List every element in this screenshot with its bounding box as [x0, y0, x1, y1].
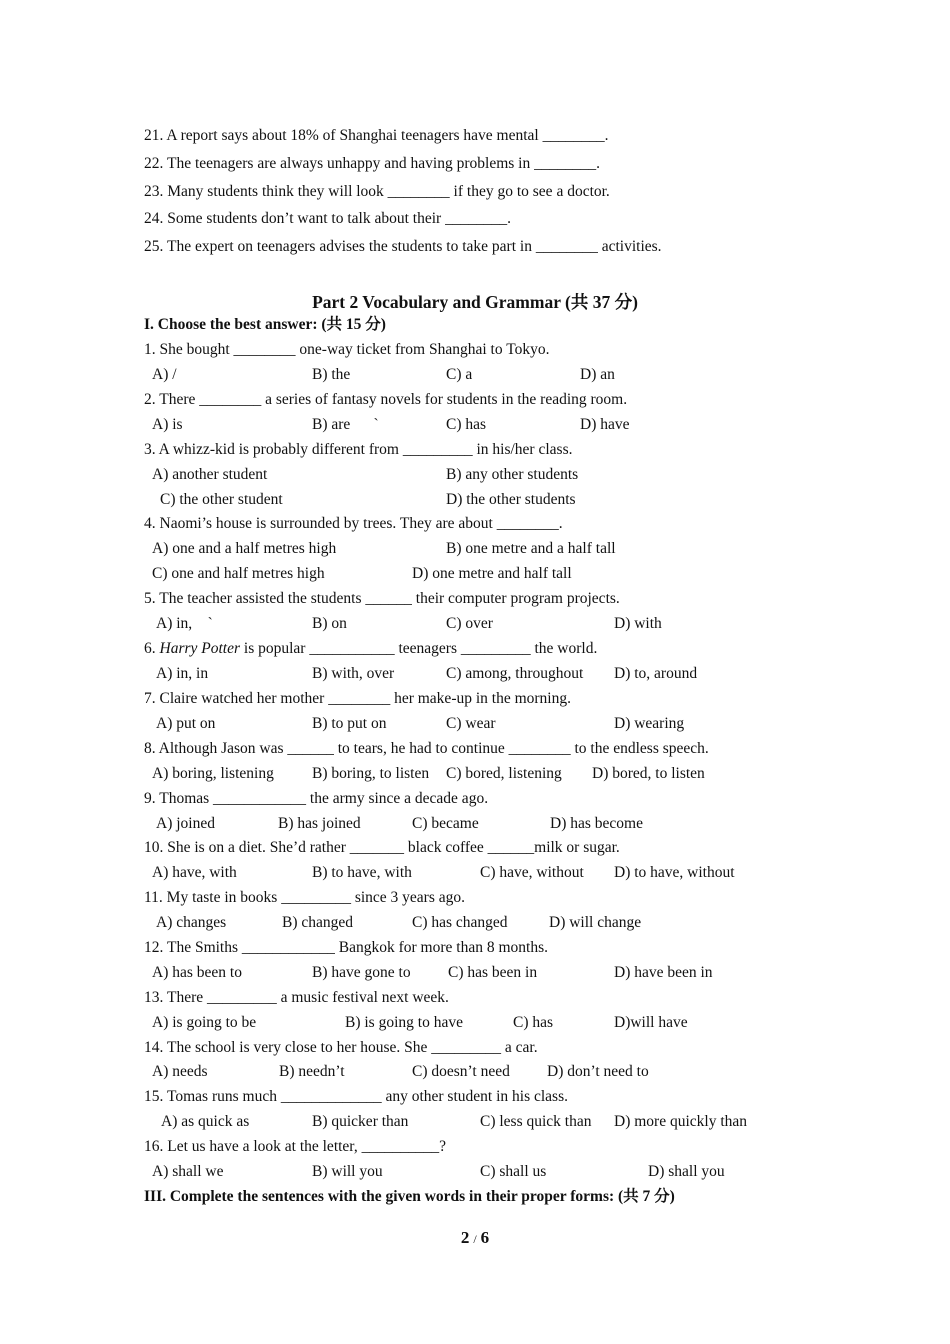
option: B) with, over	[312, 665, 395, 682]
option: B) boring, to listen	[312, 765, 430, 782]
option: D) don’t need to	[547, 1063, 649, 1080]
option: B) has joined	[278, 815, 361, 832]
option: C) has	[446, 416, 487, 433]
book-title: Harry Potter	[159, 640, 241, 657]
option: B) to have, with	[312, 864, 412, 881]
option: A) in, `	[156, 615, 213, 632]
option: D) to have, without	[614, 864, 735, 881]
option: A) is	[152, 416, 183, 433]
option: C) wear	[446, 715, 496, 732]
option: C) over	[446, 615, 493, 632]
option: C) one and half metres high	[152, 565, 325, 582]
question-4: 4. Naomi’s house is surrounded by trees. They are about ________.	[144, 515, 563, 532]
question-text: is popular ___________ teenagers _________ the world.	[240, 640, 598, 657]
option: A) one and a half metres high	[152, 540, 337, 557]
option: A) changes	[156, 914, 227, 931]
option: C) has been in	[448, 964, 538, 981]
option: B) is going to have	[345, 1014, 463, 1031]
option: D) have been in	[614, 964, 713, 981]
part-title: Part 2 Vocabulary and Grammar (共 37 分)	[312, 292, 638, 312]
question-6	[144, 640, 597, 658]
fill-in-line: 22. The teenagers are always unhappy and having problems in ________.	[144, 155, 600, 172]
page-total: 6	[480, 1228, 490, 1247]
question-13: 13. There _________ a music festival next week.	[144, 989, 449, 1006]
question-16: 16. Let us have a look at the letter, __________?	[144, 1138, 446, 1155]
fill-in-line: 21. A report says about 18% of Shanghai teenagers have mental ________.	[144, 127, 609, 144]
option: B) are `	[312, 416, 379, 433]
section-heading: III. Complete the sentences with the given words in their proper forms: (共 7 分)	[144, 1188, 675, 1205]
option: D) wearing	[614, 715, 685, 732]
option: A) shall we	[152, 1163, 224, 1180]
option: B) will you	[312, 1163, 383, 1180]
option: B) to put on	[312, 715, 387, 732]
question-11: 11. My taste in books _________ since 3 years ago.	[144, 889, 466, 906]
page-separator: /	[473, 1232, 477, 1246]
question-1: 1. She bought ________ one-way ticket from Shanghai to Tokyo.	[144, 341, 550, 358]
option: A) needs	[152, 1063, 208, 1080]
question-2: 2. There ________ a series of fantasy novels for students in the reading room.	[144, 391, 628, 408]
option: D) one metre and half tall	[412, 565, 572, 582]
option: A) another student	[152, 466, 268, 483]
option: D) will change	[549, 914, 642, 931]
option: C) the other student	[160, 491, 283, 508]
question-15: 15. Tomas runs much _____________ any other student in his class.	[144, 1088, 568, 1105]
fill-in-line: 23. Many students think they will look ________ if they go to see a doctor.	[144, 183, 610, 200]
option: A) as quick as	[161, 1113, 250, 1130]
option: D)will have	[614, 1014, 688, 1031]
option: A) /	[152, 366, 177, 383]
option: A) is going to be	[152, 1014, 257, 1031]
option: A) has been to	[152, 964, 242, 981]
option: C) have, without	[480, 864, 584, 881]
section-heading: I. Choose the best answer: (共 15 分)	[144, 316, 386, 333]
option: D) to, around	[614, 665, 698, 682]
option: B) any other students	[446, 466, 579, 483]
fill-in-line: 24. Some students don’t want to talk about their ________.	[144, 210, 511, 227]
question-10: 10. She is on a diet. She’d rather _______ black coffee ______milk or sugar.	[144, 839, 620, 856]
option: C) has	[513, 1014, 554, 1031]
option: D) shall you	[648, 1163, 725, 1180]
option: C) among, throughout	[446, 665, 584, 682]
option: B) have gone to	[312, 964, 411, 981]
fill-in-line: 25. The expert on teenagers advises the students to take part in ________ activities.	[144, 238, 662, 255]
question-12: 12. The Smiths ____________ Bangkok for more than 8 months.	[144, 939, 548, 956]
option: C) has changed	[412, 914, 508, 931]
option: A) boring, listening	[152, 765, 274, 782]
option: B) changed	[282, 914, 354, 931]
option: A) in, in	[156, 665, 209, 682]
question-3: 3. A whizz-kid is probably different from _________ in his/her class.	[144, 441, 573, 458]
page-current: 2	[460, 1228, 470, 1247]
option: D) an	[580, 366, 615, 383]
option: B) quicker than	[312, 1113, 409, 1130]
option: B) one metre and a half tall	[446, 540, 616, 557]
option: D) has become	[550, 815, 643, 832]
question-7: 7. Claire watched her mother ________ her make-up in the morning.	[144, 690, 571, 707]
question-number: 6.	[144, 640, 160, 657]
option: D) more quickly than	[614, 1113, 748, 1130]
option: D) have	[580, 416, 630, 433]
option: C) bored, listening	[446, 765, 562, 782]
page-number	[0, 1228, 950, 1248]
option: C) less quick than	[480, 1113, 592, 1130]
question-5: 5. The teacher assisted the students ______ their computer program projects.	[144, 590, 620, 607]
option: D) with	[614, 615, 662, 632]
option: D) bored, to listen	[592, 765, 705, 782]
option: C) a	[446, 366, 473, 383]
option: A) put on	[156, 715, 216, 732]
option: D) the other students	[446, 491, 576, 508]
question-9: 9. Thomas ____________ the army since a decade ago.	[144, 790, 489, 807]
option: B) the	[312, 366, 351, 383]
option: A) joined	[156, 815, 215, 832]
option: C) shall us	[480, 1163, 547, 1180]
question-8: 8. Although Jason was ______ to tears, he had to continue ________ to the endless speech.	[144, 740, 709, 757]
question-14: 14. The school is very close to her house. She _________ a car.	[144, 1039, 538, 1056]
option: B) needn’t	[279, 1063, 345, 1080]
option: A) have, with	[152, 864, 237, 881]
option: C) became	[412, 815, 479, 832]
option: C) doesn’t need	[412, 1063, 510, 1080]
option: B) on	[312, 615, 347, 632]
